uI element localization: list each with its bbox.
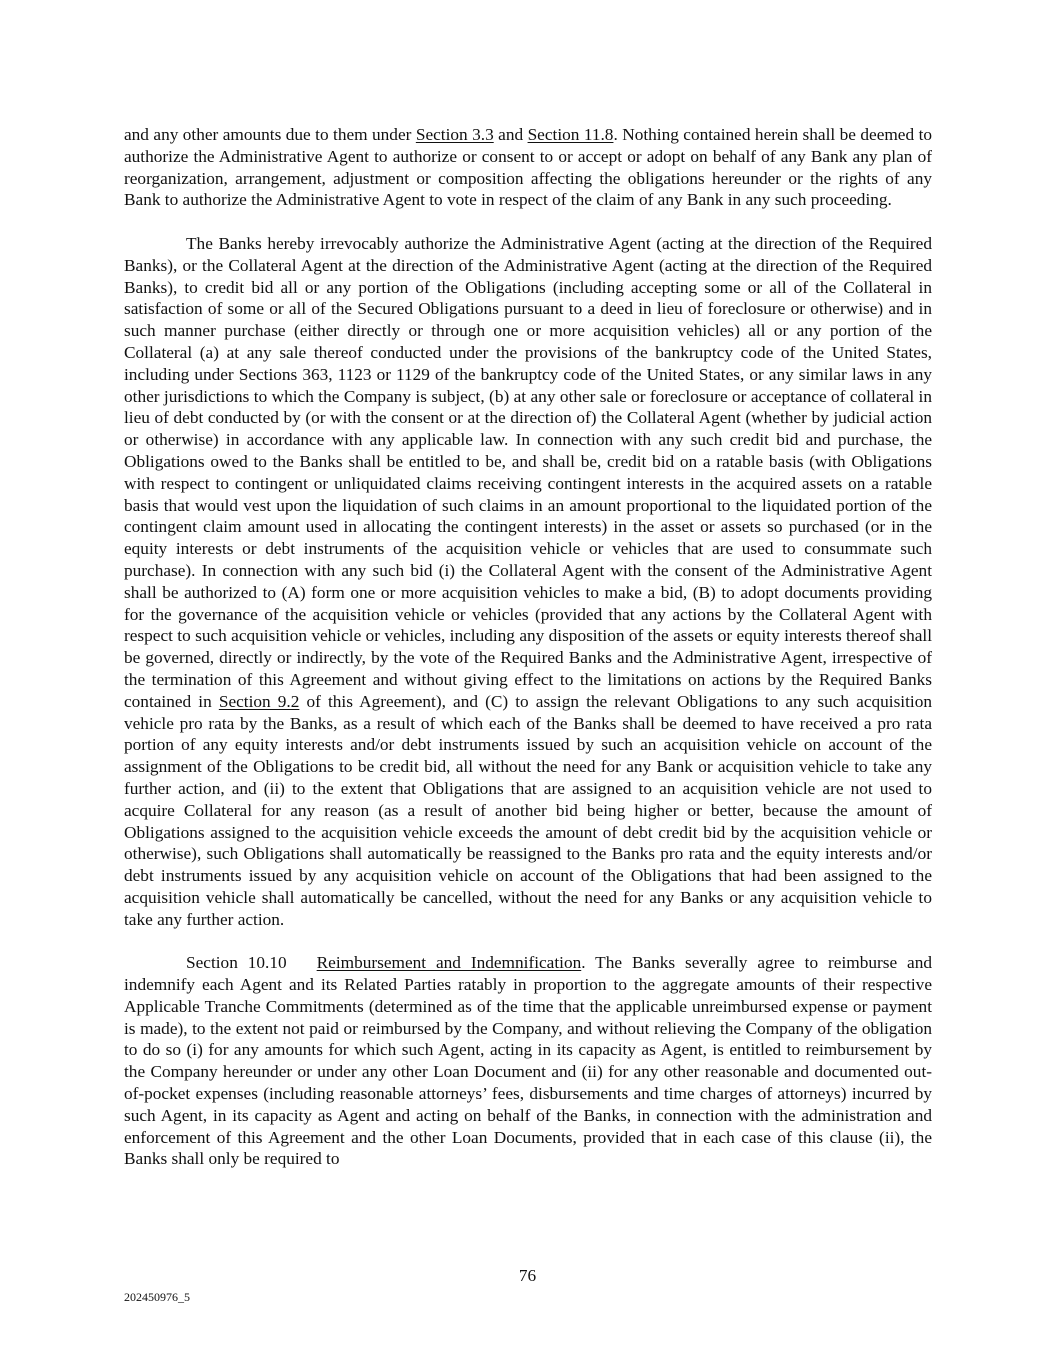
document-body: [124, 124, 932, 1170]
section-11-8-reference: Section 11.8: [527, 125, 614, 144]
paragraph-continuation: [124, 124, 932, 211]
page-number: 76: [518, 1266, 537, 1285]
section-9-2-reference: Section 9.2: [218, 691, 300, 711]
paragraph-text: of this Agreement), and (C) to assign the relevant Obligations to any such acquisition vehicle pro rata by the Banks, as a result of which each of the Banks shall be deemed to have received a pro rata portion of any equity interests and/or debt instruments issued by such an acquisition vehicle on account of the assignment of the Obligations to be credit bid, all without the need for any Bank or acquisition vehicle to take any further action, and (ii) to the extent that Obligations that are assigned to an acquisition vehicle are not used to acquire Collateral for any reason (as a result of another bid being higher or better, because the amount of Obligations assigned to the acquisition vehicle exceeds the amount of debt credit bid by the acquisition vehicle or otherwise), such Obligations shall automatically be reassigned to the Banks pro rata and the equity interests and/or debt instruments issued by any acquisition vehicle on account of the Obligations that had been assigned to the acquisition vehicle shall automatically be cancelled, without the need for any Banks or any acquisition vehicle to take any further action.: [124, 691, 932, 929]
paragraph-text: and any other amounts due to them under: [124, 125, 416, 144]
section-10-10-paragraph: [124, 952, 932, 1170]
section-number: Section 10.10: [186, 953, 287, 973]
paragraph-text: . The Banks severally agree to reimburse and indemnify each Agent and its Related Parties ratably in proportion to the aggregate amounts of their respective Applicable Tranche Commitments (determined as of the time that the applicable unreimbursed expense or payment is made), to the extent not paid or reimbursed by the Company, and without relieving the Company of the obligation to do so (i) for any amounts for which such Agent, acting in its capacity as Agent, is entitled to reimbursement by the Company hereunder or under any other Loan Document and (ii) for any other reasonable and documented out-of-pocket expenses (including reasonable attorneys’ fees, disbursements and time charges of attorneys) incurred by such Agent, in its capacity as Agent and acting on behalf of the Banks, in connection with the administration and enforcement of this Agreement and the other Loan Documents, provided that in each case of this clause (ii), the Banks shall only be required to: [124, 953, 932, 1169]
paragraph-text: and: [493, 125, 528, 144]
paragraph-credit-bid: [124, 233, 932, 931]
section-3-3-reference: Section 3.3: [415, 125, 494, 144]
document-id: 202450976_5: [124, 1290, 190, 1304]
section-heading: Reimbursement and Indemnification: [316, 953, 582, 973]
paragraph-text: . Nothing contained herein shall be deemed to authorize the Administrative Agent to authorize or consent to or accept or adopt on behalf of any Bank any plan of reorganization, arrangement, adjustment or composition affecting the obligations hereunder or the rights of any Bank to authorize the Administrative Agent to vote in respect of the claim of any Bank in any such proceeding.: [124, 125, 933, 210]
paragraph-text: The Banks hereby irrevocably authorize the Administrative Agent (acting at the direction of the Required Banks), or the Collateral Agent at the direction of the Administrative Agent (acting at the direction of the Required Banks), to credit bid all or any portion of the Obligations (including accepting some or all of the Collateral in satisfaction of some or all of the Secured Obligations pursuant to a deed in lieu of foreclosure or otherwise) and in such manner purchase (either directly or through one or more acquisition vehicles) all or any portion of the Collateral (a) at any sale thereof conducted under the provisions of the bankruptcy code of the United States, including under Sections 363, 1123 or 1129 of the bankruptcy code of the United States, or any similar laws in any other jurisdictions to which the Company is subject, (b) at any other sale or foreclosure or acceptance of collateral in lieu of debt conducted by (or with the consent or at the direction of) the Collateral Agent (whether by judicial action or otherwise) in accordance with any applicable law. In connection with any such credit bid and purchase, the Obligations owed to the Banks shall be entitled to be, and shall be, credit bid on a ratable basis (with Obligations with respect to contingent or unliquidated claims receiving contingent interests in the acquired assets on a ratable basis that would vest upon the liquidation of such claims in an amount proportional to the liquidated portion of the contingent claim amount used in allocating the contingent interests) in the asset or assets so purchased (or in the equity interests or debt instruments of the acquisition vehicle or vehicles that are used to consummate such purchase). In connection with any such bid (i) the Collateral Agent with the consent of the Administrative Agent shall be authorized to (A) form one or more acquisition vehicles to make a bid, (B) to adopt documents providing for the governance of the acquisition vehicle or vehicles (provided that any actions by the Collateral Agent with respect to such acquisition vehicle or vehicles, including any disposition of the assets or equity interests thereof shall be governed, directly or indirectly, by the vote of the Required Banks and the Administrative Agent, irrespective of the termination of this Agreement and without giving effect to the limitations on actions by the Required Banks contained in: [124, 233, 932, 711]
